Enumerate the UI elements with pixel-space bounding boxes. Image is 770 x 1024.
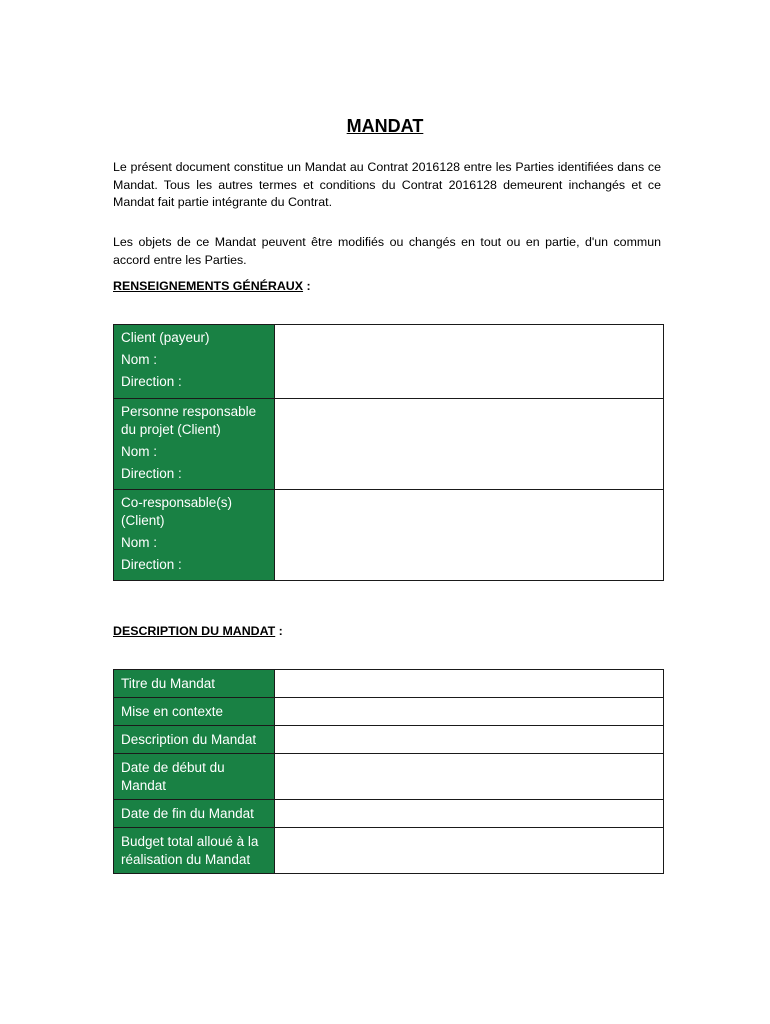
mandate-description-heading-colon: : [275, 624, 283, 638]
description-field[interactable] [275, 726, 664, 754]
end-date-field[interactable] [275, 800, 664, 828]
co-responsible-value-field[interactable] [275, 490, 664, 581]
co-responsible-label-cell [114, 490, 275, 581]
context-field[interactable] [275, 698, 664, 726]
general-info-heading-text: RENSEIGNEMENTS GÉNÉRAUX [113, 279, 304, 293]
table-row-title [114, 670, 664, 698]
start-date-label-cell [114, 754, 275, 800]
budget-label: Budget total alloué à la réalisation du Mandat [121, 834, 259, 867]
mandate-description-heading-text: DESCRIPTION DU MANDAT [113, 624, 276, 638]
mandate-description-table [113, 669, 664, 874]
table-row-description [114, 726, 664, 754]
client-value-field[interactable] [275, 325, 664, 399]
co-responsible-label: Co-responsable(s) (Client) [121, 495, 233, 528]
modification-paragraph: Les objets de ce Mandat peuvent être modifiés ou changés en tout ou en partie, d'un commun accord entre les Parties. [113, 235, 661, 267]
general-info-heading [113, 279, 311, 293]
table-row-context [114, 698, 664, 726]
table-row-start-date [114, 754, 664, 800]
mandate-description-heading [113, 624, 283, 638]
responsible-label: Personne responsable du projet (Client) [121, 404, 257, 437]
mandate-title-label: Titre du Mandat [121, 676, 216, 691]
general-info-table [113, 324, 664, 581]
co-responsible-direction-label: Direction : [121, 557, 182, 572]
end-date-label: Date de fin du Mandat [121, 806, 254, 821]
mandate-title-label-cell [114, 670, 275, 698]
client-label: Client (payeur) [121, 330, 210, 345]
description-label: Description du Mandat [121, 732, 257, 747]
responsible-value-field[interactable] [275, 399, 664, 490]
description-label-cell [114, 726, 275, 754]
co-responsible-name-label: Nom : [121, 535, 158, 550]
start-date-label: Date de début du Mandat [121, 760, 225, 793]
client-direction-label: Direction : [121, 374, 182, 389]
intro-paragraph: Le présent document constitue un Mandat au Contrat 2016128 entre les Parties identifiées dans ce Mandat. Tous les autres termes et conditions du Contrat 2016128 demeurent inchangés et ce Mandat fait partie intégrante du Contrat. [113, 160, 661, 209]
general-info-heading-colon: : [303, 279, 311, 293]
context-label-cell [114, 698, 275, 726]
client-label-cell [114, 325, 275, 399]
budget-field[interactable] [275, 828, 664, 874]
client-name-label: Nom : [121, 352, 158, 367]
end-date-label-cell [114, 800, 275, 828]
mandate-title-field[interactable] [275, 670, 664, 698]
responsible-label-cell [114, 399, 275, 490]
table-row-responsible [114, 399, 664, 490]
table-row-end-date [114, 800, 664, 828]
start-date-field[interactable] [275, 754, 664, 800]
responsible-direction-label: Direction : [121, 466, 182, 481]
context-label: Mise en contexte [121, 704, 224, 719]
table-row-co-responsible [114, 490, 664, 581]
table-row-budget [114, 828, 664, 874]
document-title: MANDAT [346, 116, 424, 136]
responsible-name-label: Nom : [121, 444, 158, 459]
budget-label-cell [114, 828, 275, 874]
table-row-client [114, 325, 664, 399]
